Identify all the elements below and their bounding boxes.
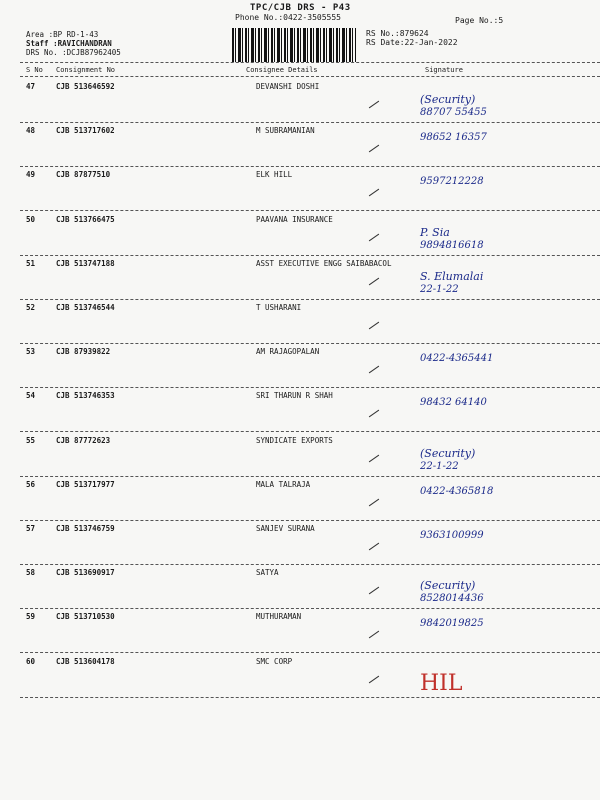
row-consignment: CJB 513746759 (56, 524, 115, 533)
row-consignment: CJB 513646592 (56, 82, 115, 91)
row-divider (20, 387, 600, 388)
signature-phone: 8528014436 (420, 593, 484, 605)
signature-phone: 98432 64140 (420, 397, 487, 409)
row-consignee: SRI THARUN R SHAH (256, 391, 333, 401)
row-divider (20, 122, 600, 123)
col-sno: S No (26, 66, 43, 74)
row-consignment: CJB 513747188 (56, 258, 115, 268)
table-row (0, 568, 600, 612)
row-divider (20, 652, 600, 653)
row-divider (20, 343, 600, 344)
row-sno: 54 (26, 391, 36, 401)
col-consignee: Consignee Details (246, 66, 318, 74)
signature-text: (Security) (420, 446, 476, 460)
table-row (0, 126, 600, 170)
tick-mark (369, 587, 379, 595)
tick-mark (369, 101, 379, 109)
barcode (232, 28, 356, 62)
signature-text: HIL (420, 670, 463, 696)
row-consignee: PAAVANA INSURANCE (256, 214, 333, 224)
row-sno: 53 (26, 347, 36, 357)
tick-mark (369, 277, 379, 285)
row-divider (20, 299, 600, 300)
table-row (0, 259, 600, 303)
row-sno: 57 (26, 524, 36, 533)
signature (420, 88, 487, 118)
signature (420, 176, 484, 187)
table-row (0, 657, 600, 701)
signature (420, 132, 487, 143)
tick-mark (369, 454, 379, 462)
tick-mark (369, 675, 379, 683)
signature-phone: 22-1-22 (420, 283, 459, 295)
table-row (0, 303, 600, 347)
row-consignment: CJB 513710530 (56, 612, 115, 622)
row-sno: 49 (26, 170, 36, 180)
row-consignee: SANJEV SURANA (256, 524, 315, 533)
table-row (0, 436, 600, 480)
table-row (0, 347, 600, 391)
column-divider (20, 76, 600, 77)
tick-mark (369, 366, 379, 374)
row-divider (20, 166, 600, 167)
row-consignment: CJB 87939822 (56, 347, 111, 357)
tick-mark (369, 145, 379, 153)
signature-text: P. Sia (420, 225, 450, 239)
signature-phone: 98652 16357 (420, 132, 487, 144)
row-divider (20, 608, 600, 609)
signature-phone: 9842019825 (420, 618, 484, 630)
signature (420, 442, 475, 472)
row-consignee: DEVANSHI DOSHI (256, 82, 320, 91)
document-title: TPC/CJB DRS - P43 (250, 3, 351, 13)
row-consignee: MALA TALRAJA (256, 479, 311, 489)
row-consignment: CJB 87877510 (56, 170, 111, 180)
area-label: Area :BP RD-1-43 (26, 30, 99, 39)
col-signature: Signature (425, 66, 463, 74)
signature (420, 353, 493, 364)
row-sno: 56 (26, 479, 36, 489)
row-sno: 52 (26, 303, 36, 312)
row-sno: 55 (26, 435, 36, 445)
signature (420, 486, 493, 497)
col-consignment: Consignment No (56, 66, 116, 74)
row-consignee: ASST EXECUTIVE ENGG SAIBABACOL (256, 258, 392, 268)
signature (420, 671, 463, 696)
row-consignee: ELK HILL (256, 170, 293, 180)
drs-number: DRS No. :DCJB87962405 (26, 48, 121, 57)
tick-mark (369, 410, 379, 418)
tick-mark (369, 189, 379, 197)
row-consignee: MUTHURAMAN (256, 612, 302, 622)
phone-number: Phone No.:0422-3505555 (235, 13, 341, 22)
staff-label: Staff :RAVICHANDRAN (26, 39, 112, 48)
tick-mark (369, 233, 379, 241)
row-sno: 59 (26, 612, 36, 622)
row-consignment: CJB 513717602 (56, 126, 115, 136)
row-consignee: AM RAJAGOPALAN (256, 347, 320, 357)
row-divider (20, 210, 600, 211)
row-consignment: CJB 87772623 (56, 435, 111, 445)
row-sno: 48 (26, 126, 36, 136)
row-sno: 51 (26, 258, 36, 268)
row-consignment: CJB 513766475 (56, 214, 115, 224)
signature-phone: 9363100999 (420, 530, 484, 541)
table-row (0, 215, 600, 259)
table-row (0, 391, 600, 435)
row-sno: 50 (26, 214, 36, 224)
row-consignment: CJB 513746353 (56, 391, 115, 401)
row-consignee: T USHARANI (256, 303, 302, 312)
row-divider (20, 431, 600, 432)
row-consignment: CJB 513604178 (56, 656, 115, 666)
page-number: Page No.:5 (455, 16, 504, 25)
tick-mark (369, 631, 379, 639)
row-sno: 47 (26, 82, 36, 91)
signature-text: (Security) (420, 93, 476, 106)
tick-mark (369, 322, 379, 330)
tick-mark (369, 543, 379, 551)
rs-date: RS Date:22-Jan-2022 (366, 38, 458, 47)
table-row (0, 524, 600, 568)
row-consignee: SATYA (256, 568, 279, 578)
rs-number: RS No.:879624 (366, 29, 429, 38)
row-divider (20, 520, 600, 521)
signature-text: (Security) (420, 579, 476, 593)
table-row (0, 480, 600, 524)
signature (420, 574, 484, 604)
table-row (0, 170, 600, 214)
signature-phone: 9894816618 (420, 239, 484, 251)
header-divider (20, 62, 600, 63)
row-divider (20, 697, 600, 698)
signature (420, 221, 484, 251)
table-row (0, 612, 600, 656)
row-sno: 60 (26, 656, 36, 666)
signature-phone: 0422-4365441 (420, 353, 494, 365)
signature (420, 530, 484, 541)
signature-phone: 88707 55455 (420, 107, 487, 118)
row-consignment: CJB 513690917 (56, 568, 115, 578)
row-divider (20, 255, 600, 256)
row-sno: 58 (26, 568, 36, 578)
signature (420, 397, 487, 408)
row-consignee: SMC CORP (256, 656, 293, 666)
row-divider (20, 476, 600, 477)
row-consignee: M SUBRAMANIAN (256, 126, 315, 136)
signature-phone: 0422-4365818 (420, 485, 494, 497)
row-consignment: CJB 513717977 (56, 479, 115, 489)
signature-text: S. Elumalai (420, 269, 484, 283)
signature (420, 265, 483, 295)
row-consignment: CJB 513746544 (56, 303, 115, 312)
table-row (0, 82, 600, 126)
row-consignee: SYNDICATE EXPORTS (256, 435, 333, 445)
signature (420, 618, 484, 629)
tick-mark (369, 498, 379, 506)
row-divider (20, 564, 600, 565)
signature-phone: 22-1-22 (420, 460, 459, 472)
signature-phone: 9597212228 (420, 176, 484, 188)
